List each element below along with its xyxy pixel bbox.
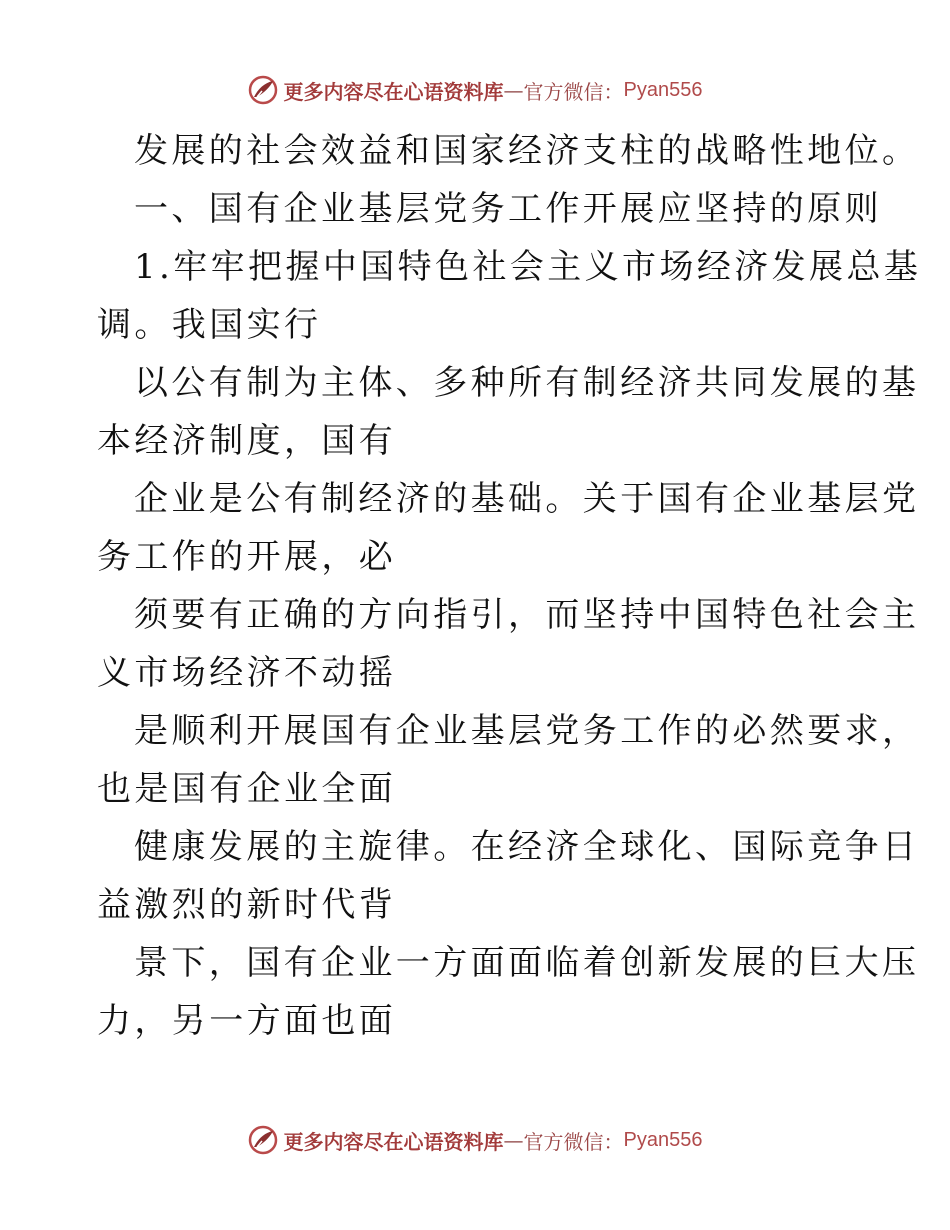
body-line: 是顺利开展国有企业基层党务工作的必然要求， [134,711,920,751]
body-line: 景下，国有企业一方面面临着创新发展的巨大压 [134,943,920,983]
header-separator: — [503,78,524,102]
header-wechat-label: 官方微信： [523,79,624,104]
body-line: 务工作的开展，必 [97,537,397,577]
body-line: 健康发展的主旋律。在经济全球化、国际竞争日 [134,827,920,867]
body-line: 益激烈的新时代背 [97,885,397,925]
footer-wechat-id: Pyan556 [623,1128,703,1151]
body-line: 以公有制为主体、多种所有制经济共同发展的基 [134,363,920,403]
subsection-heading: 1.牢牢把握中国特色社会主义市场经济发展总基 [134,247,922,287]
document-body [97,122,922,1050]
body-line: 义市场经济不动摇 [97,653,397,693]
body-line: 调。我国实行 [97,305,322,345]
body-line: 发展的社会效益和国家经济支柱的战略性地位。 [134,131,920,171]
section-heading: 一、国有企业基层党务工作开展应坚持的原则 [134,189,882,229]
header-banner [0,70,950,110]
body-line: 企业是公有制经济的基础。关于国有企业基层党 [134,479,920,519]
footer-separator: — [503,1128,524,1152]
body-line: 也是国有企业全面 [97,769,397,809]
body-line: 力，另一方面也面 [97,1001,397,1041]
header-wechat-id: Pyan556 [623,78,703,101]
footer-wechat-label: 官方微信： [523,1129,624,1154]
footer-banner [0,1120,950,1160]
body-line: 本经济制度，国有 [97,421,397,461]
pen-nib-logo-icon [248,1125,278,1155]
body-line: 须要有正确的方向指引，而坚持中国特色社会主 [134,595,920,635]
pen-nib-logo-icon [248,75,278,105]
header-brand-text: 更多内容尽在心语资料库 [283,79,504,104]
footer-brand-text: 更多内容尽在心语资料库 [283,1129,504,1154]
